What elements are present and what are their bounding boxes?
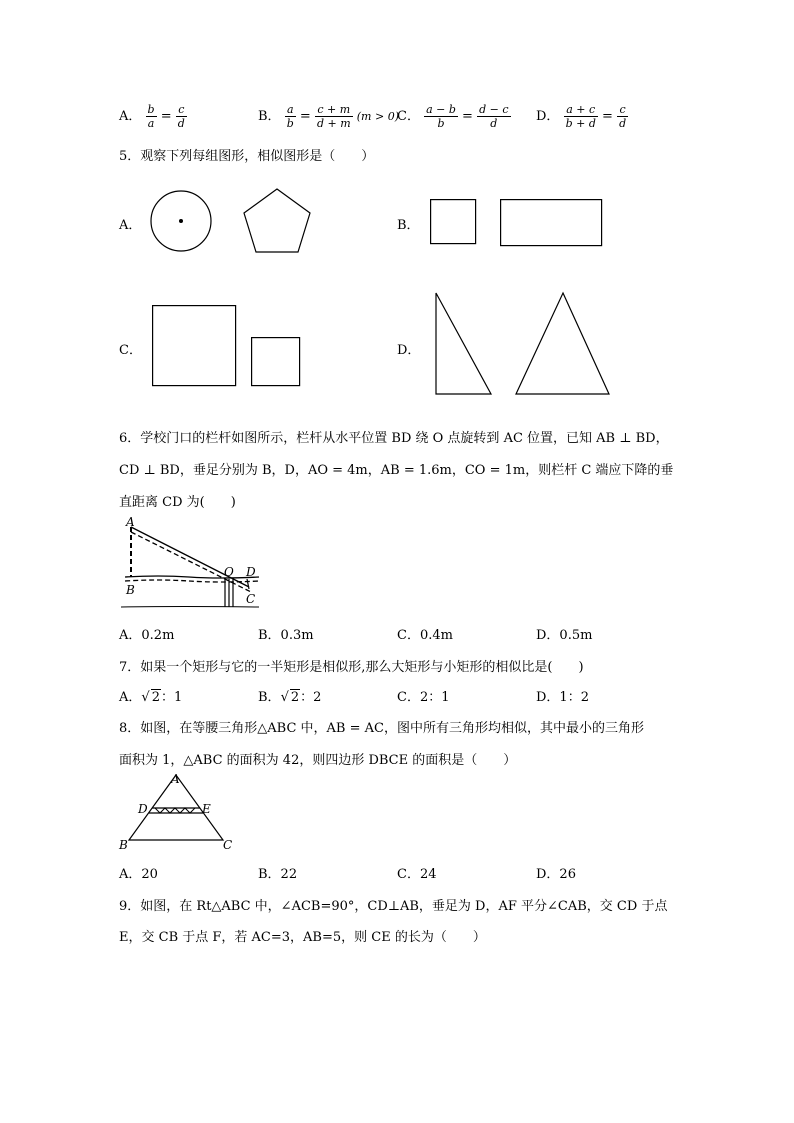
q8-option-b: B．22: [258, 867, 298, 882]
label-a: A: [171, 772, 180, 786]
q6-option-a: A．0.2m: [119, 628, 175, 643]
fraction: $\frac{c}{d}$: [619, 103, 627, 130]
q5-stem: 5．观察下列每组图形，相似图形是（ ）: [119, 149, 375, 164]
q7-option-b: B．√ 2：2: [258, 690, 322, 705]
q7-option-a: A．√ 2：1: [119, 690, 183, 705]
q8-option-c: C．24: [397, 867, 437, 882]
label-b: B: [119, 838, 128, 852]
q6-option-b: B．0.3m: [258, 628, 314, 643]
q7-stem: 7．如果一个矩形与它的一半矩形是相似形,那么大矩形与小矩形的相似比是( ): [119, 660, 584, 675]
large-square-figure: [152, 305, 238, 387]
q5-label-d: D．: [397, 343, 421, 358]
small-square-figure: [251, 337, 302, 387]
fraction: $\frac{d - c}{d}$: [479, 103, 509, 130]
q6-option-d: D．0.5m: [536, 628, 593, 643]
q9-stem-line2: E，交 CB 于点 F，若 AC=3，AB=5，则 CE 的长为（ ）: [119, 930, 486, 945]
label-o: O: [224, 565, 234, 579]
q4-option-b: B． $\frac{a}{b}$ = $\frac{c + m}{d + m}$ (m > 0): [258, 103, 399, 130]
label-a: A: [126, 515, 135, 529]
q5-label-a: A．: [119, 218, 142, 233]
label-c: C: [246, 592, 256, 606]
q8-stem-line2: 面积为 1，△ABC 的面积为 42，则四边形 DBCE 的面积是（ ）: [119, 753, 517, 768]
q4-option-a: A． $\frac{b}{a}$ = $\frac{c}{d}$: [119, 103, 185, 130]
q4-option-d: D． $\frac{a + c}{b + d}$ = $\frac{c}{d}$: [536, 103, 627, 130]
q8-option-d: D．26: [536, 867, 576, 882]
q6-stem-line2: CD ⊥ BD，垂足分别为 B，D，AO = 4m，AB = 1.6m，CO = 1m，则栏杆 C 端应下降的垂: [119, 463, 674, 478]
q5-label-c: C．: [119, 343, 142, 358]
right-triangle-figure: [434, 292, 494, 396]
q6-stem-line1: 6．学校门口的栏杆如图所示，栏杆从水平位置 BD 绕 O 点旋转到 AC 位置，已知 AB ⊥ BD，: [119, 431, 669, 446]
fraction: $\frac{a + c}{b + d}$: [565, 103, 596, 130]
rectangle-figure: [500, 199, 604, 247]
isosceles-triangle-figure: [514, 292, 612, 396]
label-d: D: [246, 565, 256, 579]
q8-option-a: A．20: [119, 867, 158, 882]
square-figure: [430, 199, 478, 245]
label-e: E: [202, 802, 211, 816]
pentagon-figure: [242, 188, 312, 254]
label-c: C: [223, 838, 233, 852]
q4-option-c: C． $\frac{a - b}{b}$ = $\frac{d - c}{d}$: [397, 103, 509, 130]
fraction: $\frac{b}{a}$: [147, 103, 155, 130]
q5-label-b: B．: [397, 218, 420, 233]
label-d: D: [138, 802, 148, 816]
circle-figure: [150, 190, 212, 252]
label-b: B: [126, 583, 135, 597]
fraction: $\frac{a - b}{b}$: [426, 103, 456, 130]
fraction: $\frac{a}{b}$: [286, 103, 294, 130]
q7-option-d: D．1：2: [536, 690, 589, 705]
q6-stem-line3: 直距离 CD 为( ): [119, 495, 236, 510]
fraction: $\frac{c + m}{d + m}$: [316, 103, 351, 130]
q8-stem-line1: 8．如图，在等腰三角形△ABC 中，AB = AC，图中所有三角形均相似，其中最小的三角形: [119, 721, 644, 736]
q7-option-c: C．2：1: [397, 690, 450, 705]
fraction: $\frac{c}{d}$: [177, 103, 185, 130]
q9-stem-line1: 9．如图，在 Rt△ABC 中，∠ACB=90°，CD⊥AB，垂足为 D，AF 平分∠CAB，交 CD 于点: [119, 899, 668, 914]
q6-option-c: C．0.4m: [397, 628, 453, 643]
